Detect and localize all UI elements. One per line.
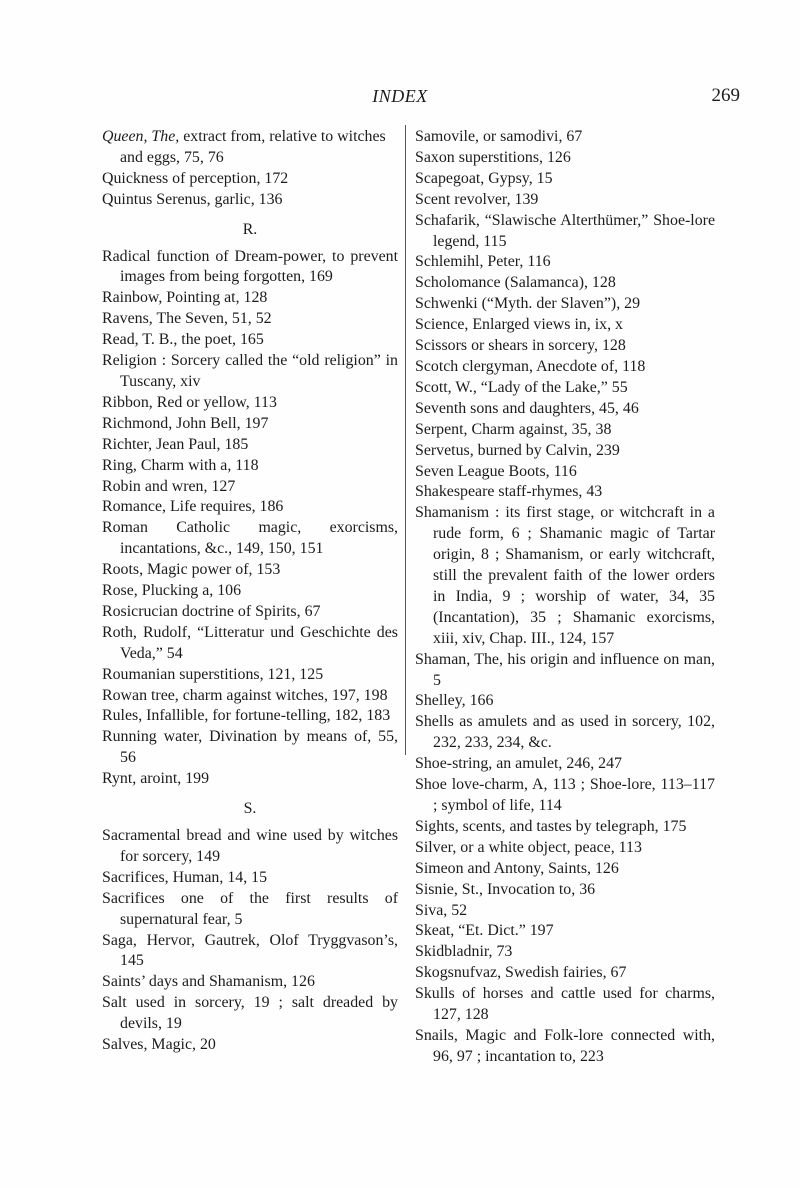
index-entry: Ribbon, Red or yellow, 113 bbox=[102, 393, 277, 411]
index-entry bbox=[102, 127, 398, 169]
index-entry: Rose, Plucking a, 106 bbox=[102, 582, 242, 600]
index-entry: Saxon superstitions, 126 bbox=[415, 148, 571, 166]
index-entry: Saints’ days and Shamanism, 126 bbox=[102, 973, 315, 991]
index-entry: Scapegoat, Gypsy, 15 bbox=[415, 169, 553, 187]
index-entry: Rowan tree, charm against witches, 197, 198 bbox=[102, 686, 388, 704]
index-entry: Shamanism : its first stage, or witchcraft in a rude form, 6 ; Shamanic magic of Tartar origin, 8 ; Shamanism, or early witchcraft, still the prevalent faith of the lower orders in India, 9 ; worship of water, 34, 35 (Incantation), 35 ; Shamanic exorcisms, xiii, xiv, Chap. III., 124, 157 bbox=[415, 504, 715, 647]
index-entry: Sacrifices one of the first results of supernatural fear, 5 bbox=[102, 889, 398, 928]
section-letter-s: S. bbox=[243, 800, 257, 818]
index-entry: Skeat, “Et. Dict.” 197 bbox=[415, 922, 554, 940]
s-entries bbox=[102, 826, 398, 1056]
index-entry: Saga, Hervor, Gautrek, Olof Tryggvason’s, 145 bbox=[102, 931, 398, 970]
index-entry: Siva, 52 bbox=[415, 901, 468, 919]
index-entry: Ring, Charm with a, 118 bbox=[102, 456, 259, 474]
entry-text: extract from, relative to witches bbox=[179, 128, 386, 145]
index-entry: Skulls of horses and cattle used for charms, 127, 128 bbox=[415, 985, 715, 1024]
index-entry: Sisnie, St., Invocation to, 36 bbox=[415, 880, 596, 898]
running-title: INDEX bbox=[372, 86, 428, 106]
right-entries bbox=[415, 127, 715, 1068]
index-entry: Running water, Divination by means of, 55, 56 bbox=[102, 728, 398, 767]
index-entry: Serpent, Charm against, 35, 38 bbox=[415, 420, 612, 438]
entry-title: Queen, The, bbox=[102, 128, 180, 145]
index-entry: Quintus Serenus, garlic, 136 bbox=[102, 190, 283, 208]
index-entry: Seventh sons and daughters, 45, 46 bbox=[415, 399, 639, 417]
page-number: 269 bbox=[711, 85, 740, 106]
index-column-right bbox=[415, 127, 715, 1068]
index-entry: Scent revolver, 139 bbox=[415, 190, 539, 208]
index-entry: Romance, Life requires, 186 bbox=[102, 498, 284, 516]
index-entry: Skidbladnir, 73 bbox=[415, 943, 513, 961]
section-letter-r: R. bbox=[242, 220, 258, 238]
index-entry: Quickness of perception, 172 bbox=[102, 169, 289, 187]
index-entry: Shakespeare staff-rhymes, 43 bbox=[415, 483, 603, 501]
index-entry: Roth, Rudolf, “Litteratur und Geschichte des Veda,” 54 bbox=[102, 623, 398, 662]
index-column-left bbox=[102, 127, 398, 1056]
index-entry: Rosicrucian doctrine of Spirits, 67 bbox=[102, 602, 321, 620]
index-entry: Samovile, or samodivi, 67 bbox=[415, 128, 583, 145]
index-entry: Seven League Boots, 116 bbox=[415, 462, 577, 480]
index-entry: Shoe-string, an amulet, 246, 247 bbox=[415, 755, 622, 773]
index-entry: Silver, or a white object, peace, 113 bbox=[415, 838, 642, 856]
index-entry: Rainbow, Pointing at, 128 bbox=[102, 289, 268, 307]
index-entry: Scott, W., “Lady of the Lake,” 55 bbox=[415, 378, 628, 396]
index-entry: Richter, Jean Paul, 185 bbox=[102, 435, 249, 453]
index-entry: Schwenki (“Myth. der Slaven”), 29 bbox=[415, 295, 641, 313]
index-entry: Salt used in sorcery, 19 ; salt dreaded by devils, 19 bbox=[102, 994, 398, 1033]
index-entry: Sacramental bread and wine used by witches for sorcery, 149 bbox=[102, 827, 398, 865]
index-entry: Sights, scents, and tastes by telegraph, 175 bbox=[415, 817, 687, 835]
index-entry: Salves, Magic, 20 bbox=[102, 1036, 216, 1054]
column-divider bbox=[405, 125, 406, 755]
index-entry: Richmond, John Bell, 197 bbox=[102, 414, 269, 432]
index-entry: Shoe love-charm, A, 113 ; Shoe-lore, 113–117 ; symbol of life, 114 bbox=[415, 776, 715, 814]
index-entry: Sacrifices, Human, 14, 15 bbox=[102, 868, 268, 886]
index-entry: Read, T. B., the poet, 165 bbox=[102, 331, 264, 349]
index-entry: Rynt, aroint, 199 bbox=[102, 770, 210, 788]
index-entry: Skogsnufvaz, Swedish fairies, 67 bbox=[415, 964, 627, 982]
index-entry: Rules, Infallible, for fortune-telling, 182, 183 bbox=[102, 707, 391, 725]
index-entry: Robin and wren, 127 bbox=[102, 477, 236, 495]
index-entry: Schafarik, “Slawische Alterthümer,” Shoe-lore legend, 115 bbox=[415, 211, 715, 250]
index-entry: Roumanian superstitions, 121, 125 bbox=[102, 665, 324, 683]
index-entry: Simeon and Antony, Saints, 126 bbox=[415, 859, 619, 877]
index-entry: Shaman, The, his origin and influence on man, 5 bbox=[415, 650, 715, 689]
index-entry: Radical function of Dream-power, to prevent images from being forgotten, 169 bbox=[102, 247, 398, 286]
index-entry: Ravens, The Seven, 51, 52 bbox=[102, 310, 272, 328]
index-entry: Servetus, burned by Calvin, 239 bbox=[415, 441, 620, 459]
index-entry: Scholomance (Salamanca), 128 bbox=[415, 274, 616, 292]
index-entry: Schlemihl, Peter, 116 bbox=[415, 253, 551, 271]
entry-text-continued: and eggs, 75, 76 bbox=[120, 148, 224, 166]
index-entry: Scotch clergyman, Anecdote of, 118 bbox=[415, 357, 646, 375]
r-entries bbox=[102, 247, 398, 791]
index-entry: Scissors or shears in sorcery, 128 bbox=[415, 337, 626, 355]
index-entry: Religion : Sorcery called the “old religion” in Tuscany, xiv bbox=[102, 352, 398, 390]
index-entry: Shells as amulets and as used in sorcery, 102, 232, 233, 234, &c. bbox=[415, 713, 715, 752]
index-entry: Roots, Magic power of, 153 bbox=[102, 561, 281, 579]
index-entry: Roman Catholic magic, exorcisms, incantations, &c., 149, 150, 151 bbox=[102, 519, 398, 558]
index-entry: Snails, Magic and Folk-lore connected with, 96, 97 ; incantation to, 223 bbox=[415, 1026, 715, 1065]
index-entry: Shelley, 166 bbox=[415, 692, 494, 710]
index-entry: Science, Enlarged views in, ix, x bbox=[415, 316, 623, 334]
